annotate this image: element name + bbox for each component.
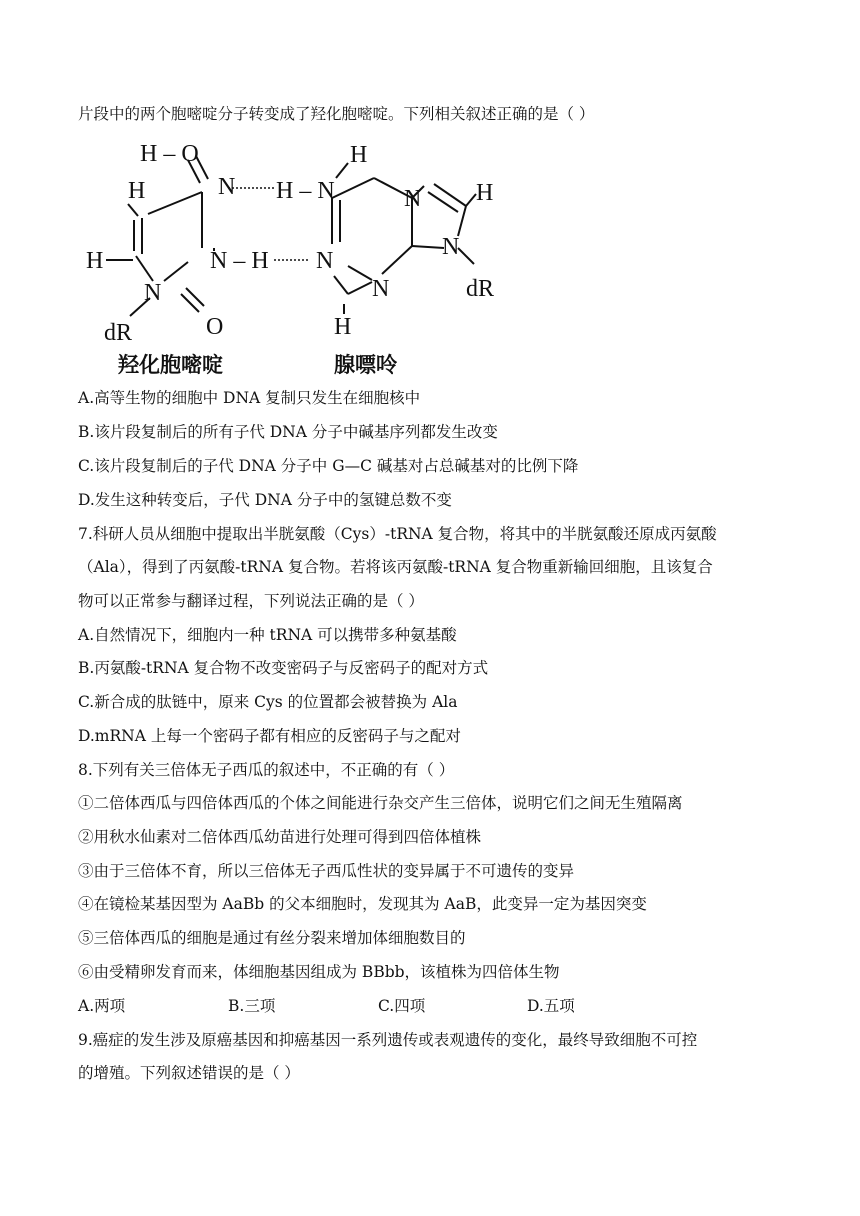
statement-2: ②用秋水仙素对二倍体西瓜幼苗进行处理可得到四倍体植株 — [78, 828, 482, 846]
nh-label: N – H — [210, 248, 269, 274]
question-7-stem: 7.科研人员从细胞中提取出半胱氨酸（Cys）-tRNA 复合物，将其中的半胱氨酸还原成丙氨酸 — [78, 525, 717, 543]
option-7C: C.新合成的肽链中，原来 Cys 的位置都会被替换为 Ala — [78, 693, 458, 711]
atom-N: N — [372, 276, 390, 302]
question-8-stem: 8.下列有关三倍体无子西瓜的叙述中，不正确的有（ ） — [78, 761, 455, 779]
statement-3: ③由于三倍体不育，所以三倍体无子西瓜性状的变异属于不可遗传的变异 — [78, 862, 575, 880]
hydroxyl-label: H – O — [140, 141, 199, 167]
atom-H: H — [350, 142, 368, 168]
atom-N: N — [144, 280, 162, 306]
statement-1: ①二倍体西瓜与四倍体西瓜的个体之间能进行杂交产生三倍体，说明它们之间无生殖隔离 — [78, 794, 683, 812]
caption-hydroxycytosine: 羟化胞嘧啶 — [118, 353, 223, 377]
option-7D: D.mRNA 上每一个密码子都有相应的反密码子与之配对 — [78, 727, 461, 745]
option-7A: A.自然情况下，细胞内一种 tRNA 可以携带多种氨基酸 — [78, 626, 457, 644]
option-6D: D.发生这种转变后，子代 DNA 分子中的氢键总数不变 — [78, 491, 452, 509]
hn-label: H – N — [276, 178, 335, 204]
question-6-stem-end: 片段中的两个胞嘧啶分子转变成了羟化胞嘧啶。下列相关叙述正确的是（ ） — [78, 105, 595, 123]
atom-N: N — [404, 186, 422, 212]
question-7-stem: 物可以正常参与翻译过程，下列说法正确的是（ ） — [78, 592, 424, 610]
option-6A: A.高等生物的细胞中 DNA 复制只发生在细胞核中 — [78, 389, 421, 407]
statement-4: ④在镜检某基因型为 AaBb 的父本细胞时，发现其为 AaB，此变异一定为基因突变 — [78, 895, 647, 913]
option-6C: C.该片段复制后的子代 DNA 分子中 G—C 碱基对占总碱基对的比例下降 — [78, 457, 579, 475]
atom-O: O — [206, 314, 224, 340]
option-8D: D.五项 — [527, 997, 575, 1015]
atom-H: H — [334, 314, 352, 340]
atom-N: N — [218, 174, 236, 200]
option-6B: B.该片段复制后的所有子代 DNA 分子中碱基序列都发生改变 — [78, 423, 498, 441]
statement-6: ⑥由受精卵发育而来，体细胞基因组成为 BBbb，该植株为四倍体生物 — [78, 963, 560, 981]
question-8-options — [78, 994, 778, 1016]
atom-H: H — [128, 178, 146, 204]
atom-N: N — [316, 248, 334, 274]
option-7B: B.丙氨酸-tRNA 复合物不改变密码子与反密码子的配对方式 — [78, 659, 489, 677]
atom-N: N — [442, 234, 460, 260]
option-8B: B.三项 — [228, 997, 276, 1015]
question-7-stem: （Ala），得到了丙氨酸-tRNA 复合物。若将该丙氨酸-tRNA 复合物重新输回细胞，且该复合 — [78, 558, 713, 576]
option-8A: A.两项 — [78, 997, 126, 1015]
caption-adenine: 腺嘌呤 — [334, 353, 397, 377]
dR-label: dR — [466, 276, 495, 302]
base-pair-diagram — [78, 136, 538, 386]
question-9-stem: 9.癌症的发生涉及原癌基因和抑癌基因一系列遗传或表观遗传的变化，最终导致细胞不可控 — [78, 1031, 698, 1049]
question-9-stem: 的增殖。下列叙述错误的是（ ） — [78, 1064, 300, 1082]
atom-H: H — [476, 180, 494, 206]
statement-5: ⑤三倍体西瓜的细胞是通过有丝分裂来增加体细胞数目的 — [78, 929, 466, 947]
atom-H: H — [86, 248, 104, 274]
dR-label: dR — [104, 320, 133, 346]
option-8C: C.四项 — [378, 997, 426, 1015]
